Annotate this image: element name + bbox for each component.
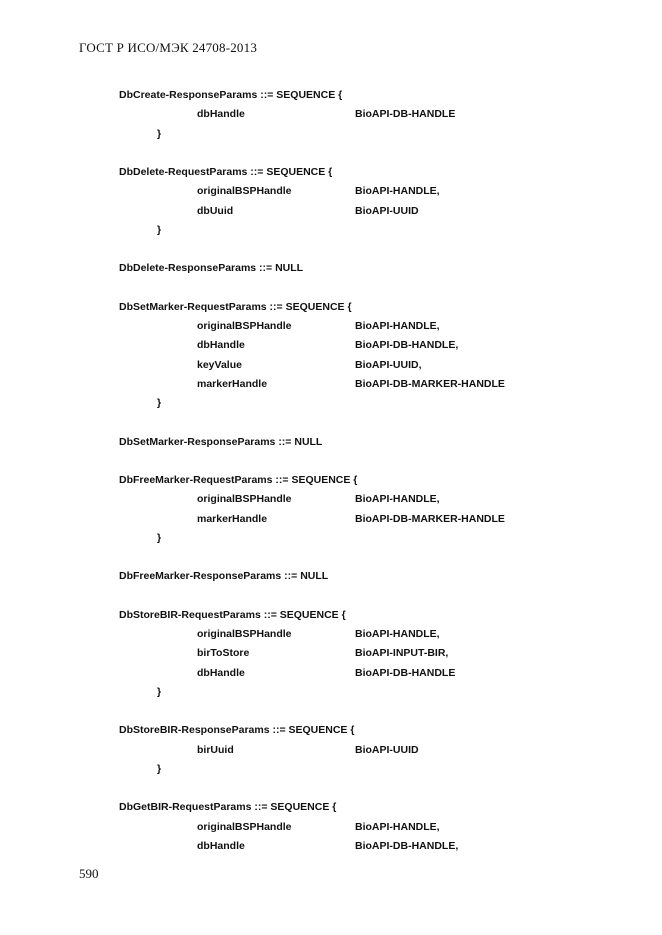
field-type: BioAPI-DB-MARKER-HANDLE <box>355 513 505 525</box>
closing-brace: } <box>157 224 162 236</box>
field-name: dbHandle <box>197 840 245 852</box>
closing-brace: } <box>157 397 162 409</box>
field-name: birUuid <box>197 744 234 756</box>
closing-brace: } <box>157 128 162 140</box>
field-type: BioAPI-UUID <box>355 744 419 756</box>
type-declaration: DbCreate-ResponseParams ::= SEQUENCE { <box>119 89 343 101</box>
field-type: BioAPI-DB-HANDLE, <box>355 339 459 351</box>
type-declaration: DbDelete-RequestParams ::= SEQUENCE { <box>119 166 333 178</box>
field-type: BioAPI-HANDLE, <box>355 320 440 332</box>
field-type: BioAPI-INPUT-BIR, <box>355 647 449 659</box>
field-type: BioAPI-UUID, <box>355 359 422 371</box>
closing-brace: } <box>157 686 162 698</box>
field-type: BioAPI-DB-HANDLE, <box>355 840 459 852</box>
field-name: originalBSPHandle <box>197 185 292 197</box>
type-declaration: DbStoreBIR-RequestParams ::= SEQUENCE { <box>119 609 346 621</box>
field-name: dbUuid <box>197 205 234 217</box>
field-type: BioAPI-DB-MARKER-HANDLE <box>355 378 505 390</box>
field-type: BioAPI-DB-HANDLE <box>355 667 456 679</box>
type-declaration: DbSetMarker-RequestParams ::= SEQUENCE { <box>119 301 352 313</box>
field-name: dbHandle <box>197 339 245 351</box>
field-name: originalBSPHandle <box>197 493 292 505</box>
type-declaration: DbDelete-ResponseParams ::= NULL <box>119 262 304 274</box>
type-declaration: DbStoreBIR-ResponseParams ::= SEQUENCE { <box>119 724 355 736</box>
field-name: originalBSPHandle <box>197 320 292 332</box>
closing-brace: } <box>157 532 162 544</box>
field-type: BioAPI-UUID <box>355 205 419 217</box>
page-number: 590 <box>79 866 99 881</box>
type-declaration: DbGetBIR-RequestParams ::= SEQUENCE { <box>119 801 337 813</box>
closing-brace: } <box>157 763 162 775</box>
field-type: BioAPI-HANDLE, <box>355 821 440 833</box>
field-name: dbHandle <box>197 108 245 120</box>
field-type: BioAPI-DB-HANDLE <box>355 108 456 120</box>
field-type: BioAPI-HANDLE, <box>355 628 440 640</box>
field-type: BioAPI-HANDLE, <box>355 185 440 197</box>
document-header: ГОСТ Р ИСО/МЭК 24708-2013 <box>79 40 258 55</box>
field-name: dbHandle <box>197 667 245 679</box>
field-name: originalBSPHandle <box>197 821 292 833</box>
field-name: markerHandle <box>197 378 268 390</box>
type-declaration: DbFreeMarker-ResponseParams ::= NULL <box>119 570 329 582</box>
field-name: keyValue <box>197 359 242 371</box>
field-name: markerHandle <box>197 513 268 525</box>
type-declaration: DbFreeMarker-RequestParams ::= SEQUENCE { <box>119 474 358 486</box>
field-name: originalBSPHandle <box>197 628 292 640</box>
field-name: birToStore <box>197 647 250 659</box>
field-type: BioAPI-HANDLE, <box>355 493 440 505</box>
type-declaration: DbSetMarker-ResponseParams ::= NULL <box>119 436 323 448</box>
